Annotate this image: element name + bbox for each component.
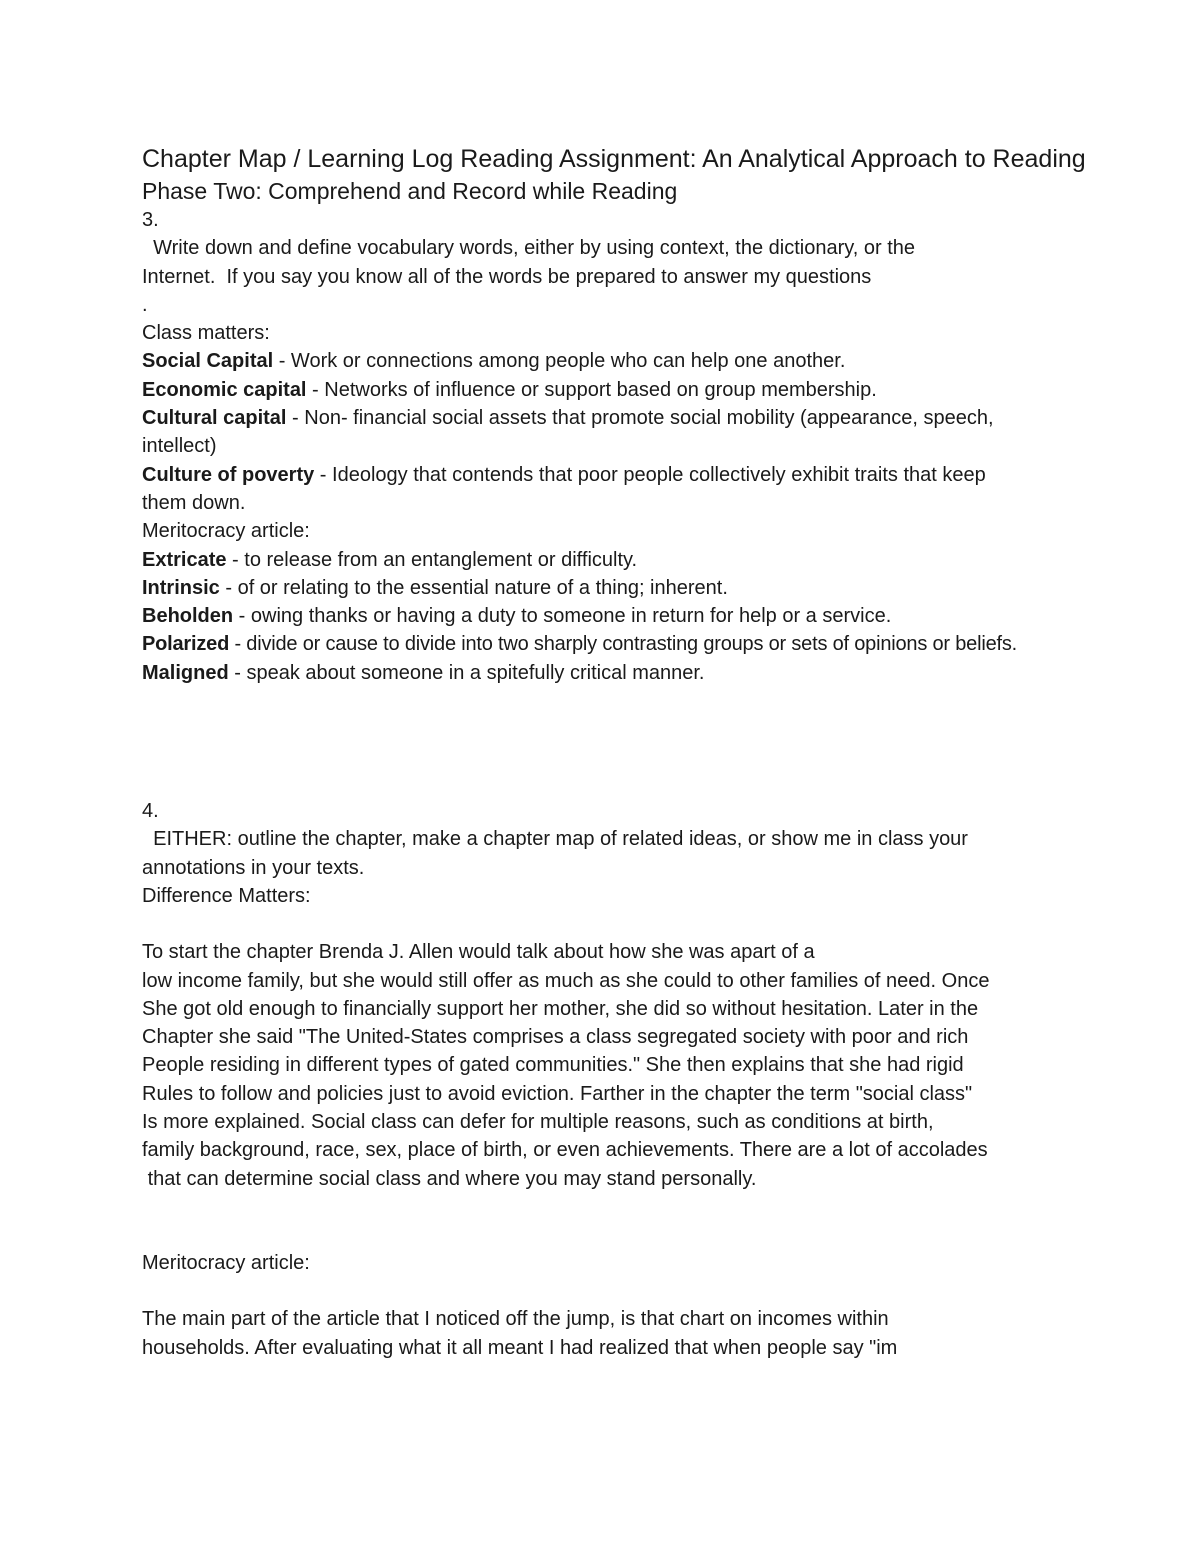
vocab-entry <box>142 347 1198 375</box>
vocab-entry <box>142 630 1198 658</box>
question-3-prompt-line: Write down and define vocabulary words, either by using context, the dictionary, or the <box>142 237 916 260</box>
vocab-definition: intellect) <box>142 435 217 458</box>
vocab-definition: - of or relating to the essential nature of a thing; inherent. <box>219 576 728 599</box>
paragraph-line: Is more explained. Social class can defer for multiple reasons, such as conditions at birth, <box>142 1111 934 1134</box>
vocab-term: Cultural capital <box>142 407 287 430</box>
difference-matters-heading: Difference Matters: <box>142 884 311 907</box>
vocab-definition: - divide or cause to divide into two sharply contrasting groups or sets of opinions or beliefs. <box>229 633 1018 656</box>
vocab-term: Extricate <box>142 548 227 571</box>
vocab-definition: - to release from an entanglement or difficulty. <box>226 548 638 571</box>
vocab-term: Social Capital <box>142 350 274 373</box>
phase-heading: Phase Two: Comprehend and Record while Reading <box>142 178 678 204</box>
spacer <box>142 910 1198 938</box>
paragraph-line: The main part of the article that I noticed off the jump, is that chart on incomes within <box>142 1308 889 1331</box>
vocab-definition: - Non- financial social assets that promote social mobility (appearance, speech, <box>286 407 994 430</box>
vocab-term: Beholden <box>142 605 234 628</box>
vocab-definition: them down. <box>142 491 246 514</box>
paragraph-line: To start the chapter Brenda J. Allen would talk about how she was apart of a <box>142 941 815 964</box>
vocab-entry <box>142 376 1198 404</box>
paragraph-line: households. After evaluating what it all meant I had realized that when people say "im <box>142 1336 898 1359</box>
vocab-definition: - Networks of influence or support based on group membership. <box>306 378 877 401</box>
vocab-definition: - speak about someone in a spitefully critical manner. <box>228 661 705 684</box>
meritocracy-heading: Meritocracy article: <box>142 520 310 543</box>
vocab-entry <box>142 574 1198 602</box>
document-body <box>142 143 1198 1362</box>
paragraph-line: Chapter she said "The United-States comprises a class segregated society with poor and rich <box>142 1026 969 1049</box>
paragraph-line: family background, race, sex, place of birth, or even achievements. There are a lot of accolades <box>142 1139 988 1162</box>
vocab-term: Intrinsic <box>142 576 220 599</box>
vocab-term: Maligned <box>142 661 229 684</box>
vocab-term: Culture of poverty <box>142 463 315 486</box>
spacer <box>142 687 1198 797</box>
vocab-entry <box>142 461 1198 489</box>
question-4-prompt-line: EITHER: outline the chapter, make a chapter map of related ideas, or show me in class your <box>142 828 968 851</box>
vocab-term: Economic capital <box>142 378 307 401</box>
meritocracy-heading: Meritocracy article: <box>142 1251 310 1274</box>
question-3-prompt-line: . <box>142 293 148 316</box>
vocab-definition: - Ideology that contends that poor people collectively exhibit traits that keep <box>314 463 986 486</box>
vocab-entry <box>142 404 1198 432</box>
vocab-entry <box>142 602 1198 630</box>
paragraph-line: People residing in different types of gated communities." She then explains that she had rigid <box>142 1054 964 1077</box>
paragraph-line: that can determine social class and where you may stand personally. <box>142 1167 757 1190</box>
vocab-definition: - Work or connections among people who can help one another. <box>273 350 846 373</box>
class-matters-heading: Class matters: <box>142 322 270 345</box>
question-3-number: 3. <box>142 209 159 231</box>
document-title: Chapter Map / Learning Log Reading Assignment: An Analytical Approach to Reading <box>142 145 1086 173</box>
spacer <box>142 1193 1198 1249</box>
vocab-entry <box>142 546 1198 574</box>
vocab-term: Polarized <box>142 633 230 656</box>
question-4-prompt-line: annotations in your texts. <box>142 856 365 879</box>
spacer <box>142 1277 1198 1305</box>
paragraph-line: low income family, but she would still offer as much as she could to other families of need. Once <box>142 969 990 992</box>
paragraph-line: She got old enough to financially support her mother, she did so without hesitation. Later in the <box>142 997 979 1020</box>
vocab-entry-continuation <box>142 489 1198 517</box>
vocab-definition: - owing thanks or having a duty to someone in return for help or a service. <box>233 605 892 628</box>
question-3-prompt-line: Internet. If you say you know all of the words be prepared to answer my questions <box>142 265 872 288</box>
vocab-entry-continuation <box>142 432 1198 460</box>
paragraph-line: Rules to follow and policies just to avoid eviction. Farther in the chapter the term "social class" <box>142 1082 973 1105</box>
question-4-number: 4. <box>142 800 159 823</box>
vocab-entry <box>142 659 1198 687</box>
